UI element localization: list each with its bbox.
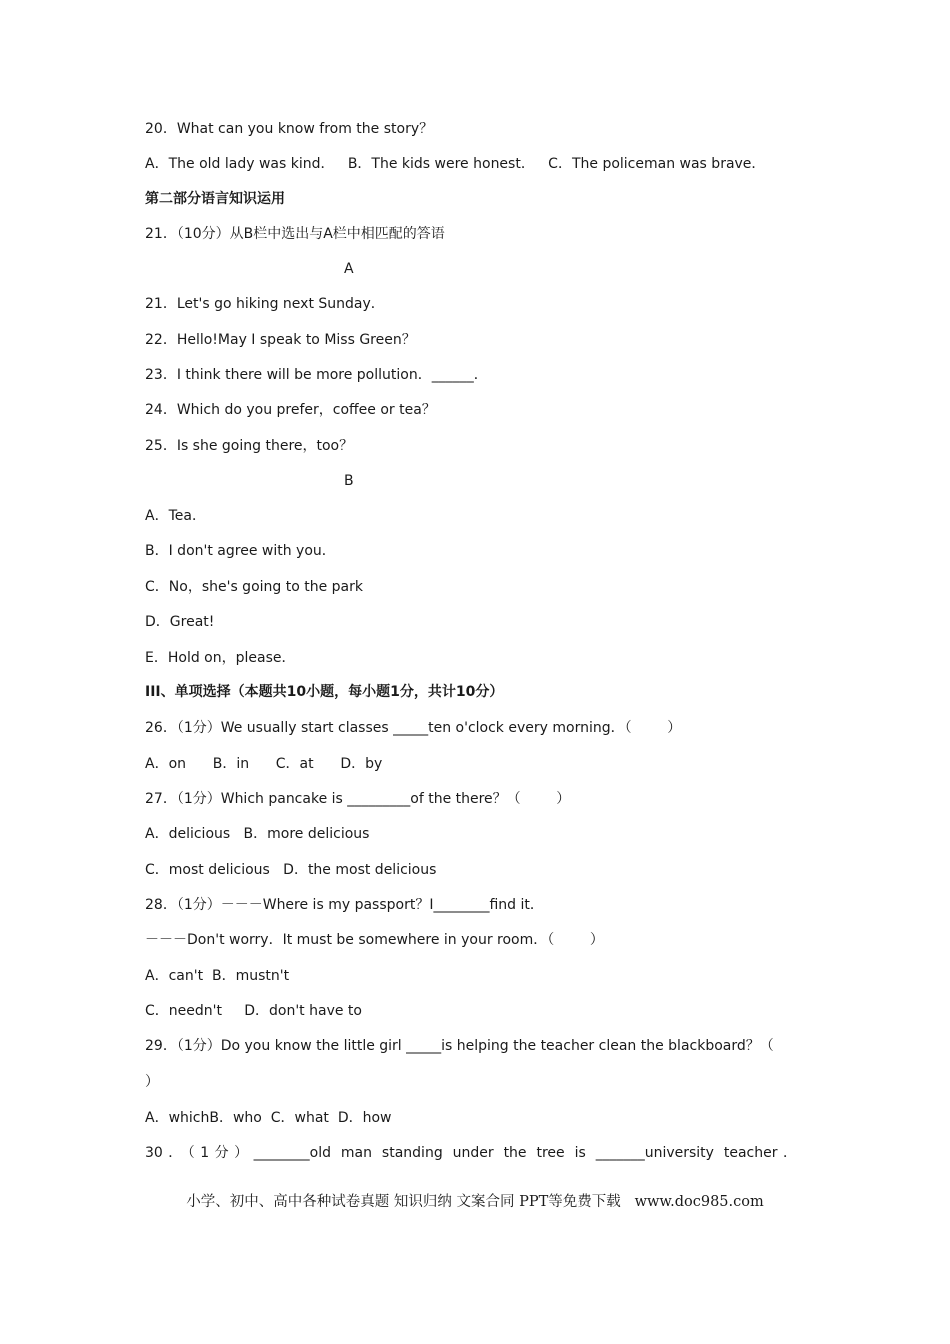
q29-options: A．whichB．who C．what D．how	[145, 1110, 392, 1126]
col-b-item: C．No，she's going to the park	[145, 579, 363, 595]
q27-text: 27．（1分）Which pancake is _________of the there？（ ）	[145, 791, 571, 807]
q28-text: 28．（1分）－－－Where is my passport？I________find it．	[145, 897, 544, 913]
q28-options-2: C．needn't D．don't have to	[145, 1003, 362, 1019]
col-a-item: 23．I think there will be more pollution．______．	[145, 367, 488, 383]
q29-text: 29．（1分）Do you know the little girl _____is helping the teacher clean the blackboard？（	[145, 1038, 774, 1054]
q27-options-1: A．delicious B．more delicious	[145, 826, 370, 842]
part3-heading: III、单项选择（本题共10小题，每小题1分，共计10分）	[145, 684, 504, 700]
q20-options: A．The old lady was kind． B．The kids were honest． C．The policeman was brave．	[145, 156, 766, 172]
column-a-label: A	[344, 261, 354, 277]
col-b-item: E．Hold on，please．	[145, 650, 296, 666]
q28-options-1: A．can't B．mustn't	[145, 968, 290, 984]
part2-heading: 第二部分语言知识运用	[145, 191, 285, 207]
col-a-item: 22．Hello!May I speak to Miss Green？	[145, 332, 416, 348]
q30-text: 30．（1分）________old man standing under the tree is _______university teacher．	[145, 1145, 797, 1161]
col-a-item: 24．Which do you prefer，coffee or tea？	[145, 402, 436, 418]
col-b-item: A．Tea．	[145, 508, 206, 524]
q27-options-2: C．most delicious D．the most delicious	[145, 862, 437, 878]
col-a-item: 25．Is she going there，too？	[145, 438, 354, 454]
col-a-item: 21．Let's go hiking next Sunday．	[145, 296, 385, 312]
q21-header: 21．（10分）从B栏中选出与A栏中相匹配的答语	[145, 226, 445, 242]
q26-text: 26．（1分）We usually start classes _____ten o'clock every morning．（ ）	[145, 720, 682, 736]
page-footer: 小学、初中、高中各种试卷真题 知识归纳 文案合同 PPT等免费下载 www.doc985.com	[186, 1194, 764, 1210]
q29-continuation: ）	[145, 1074, 159, 1090]
q26-options: A．on B．in C．at D．by	[145, 756, 383, 772]
col-b-item: B．I don't agree with you．	[145, 543, 336, 559]
q28-reply: －－－Don't worry．It must be somewhere in your room．（ ）	[145, 932, 604, 948]
col-b-item: D．Great!	[145, 614, 215, 630]
column-b-label: B	[344, 473, 354, 489]
q20-text: 20．What can you know from the story？	[145, 121, 434, 137]
